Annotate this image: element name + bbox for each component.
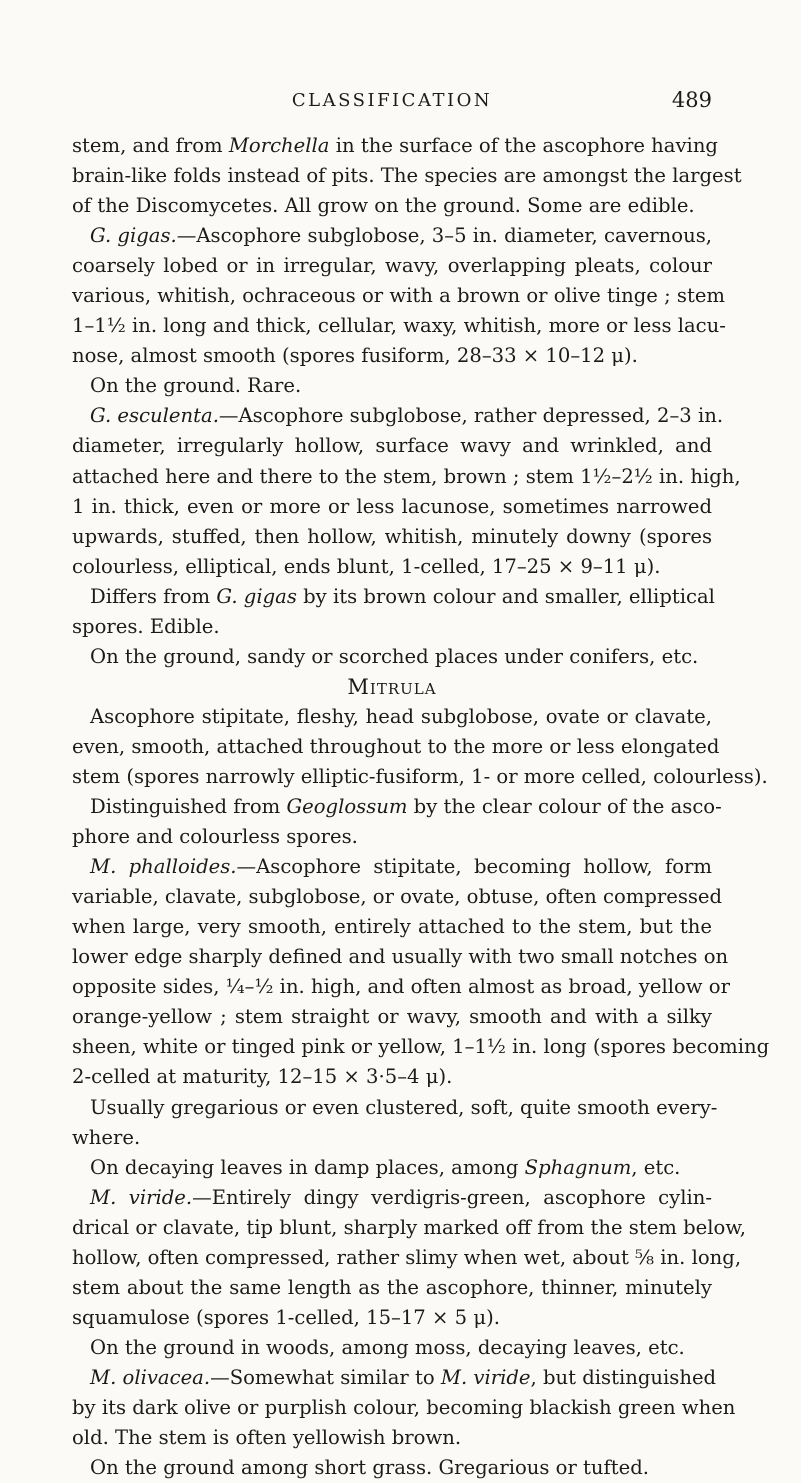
- text-line: M. phalloides.—Ascophore stipitate, becoming hollow, form: [90, 855, 712, 879]
- text-line: upwards, stuffed, then hollow, whitish, minutely downy (spores: [72, 524, 712, 548]
- page-number: 489: [671, 88, 712, 112]
- text-line: Usually gregarious or even clustered, soft, quite smooth every-: [90, 1095, 718, 1119]
- text-line: stem about the same length as the ascophore, thinner, minutely: [72, 1275, 712, 1299]
- text-line: lower edge sharply defined and usually with two small notches on: [72, 945, 729, 969]
- text-line: brain-like folds instead of pits. The species are amongst the largest: [72, 164, 742, 188]
- text-line: On the ground. Rare.: [90, 374, 302, 398]
- text-line: On decaying leaves in damp places, among Sphagnum, etc.: [90, 1155, 681, 1179]
- text-line: phore and colourless spores.: [72, 825, 358, 849]
- text-line: G. esculenta.—Ascophore subglobose, rather depressed, 2–3 in.: [90, 404, 724, 428]
- italic-term: G. gigas.: [90, 224, 177, 248]
- text-line: where.: [72, 1125, 141, 1149]
- text-line: hollow, often compressed, rather slimy when wet, about ⅝ in. long,: [72, 1245, 742, 1269]
- text-line: when large, very smooth, entirely attached to the stem, but the: [72, 915, 712, 939]
- text-line: G. gigas.—Ascophore subglobose, 3–5 in. diameter, cavernous,: [90, 224, 712, 248]
- italic-term: M. phalloides.: [90, 855, 237, 879]
- text-line: variable, clavate, subglobose, or ovate, obtuse, often compressed: [72, 885, 723, 909]
- italic-term: M. olivacea.: [90, 1365, 211, 1389]
- text-line: M. viride.—Entirely dingy verdigris-green, ascophore cylin-: [90, 1185, 712, 1209]
- text-line: various, whitish, ochraceous or with a brown or olive tinge ; stem: [72, 284, 726, 308]
- text-line: sheen, white or tinged pink or yellow, 1–1½ in. long (spores becoming: [72, 1035, 770, 1059]
- text-line: by its dark olive or purplish colour, becoming blackish green when: [72, 1395, 736, 1419]
- running-head: [72, 88, 712, 118]
- section-heading: Mitrula: [347, 674, 437, 699]
- text-line: stem, and from Morchella in the surface of the ascophore having: [72, 134, 718, 157]
- text-line: M. olivacea.—Somewhat similar to M. viride, but distinguished: [90, 1365, 717, 1389]
- text-line: On the ground among short grass. Gregarious or tufted.: [90, 1456, 650, 1480]
- italic-term: M. viride.: [90, 1185, 193, 1209]
- italic-term: Sphagnum: [524, 1155, 632, 1179]
- text-line: opposite sides, ¼–½ in. high, and often almost as broad, yellow or: [72, 975, 730, 999]
- text-line: coarsely lobed or in irregular, wavy, overlapping pleats, colour: [72, 254, 712, 278]
- text-line: of the Discomycetes. All grow on the ground. Some are edible.: [72, 194, 695, 218]
- text-line: On the ground in woods, among moss, decaying leaves, etc.: [90, 1335, 685, 1359]
- text-line: Differs from G. gigas by its brown colour and smaller, elliptical: [90, 584, 715, 608]
- text-line: squamulose (spores 1-celled, 15–17 × 5 μ).: [72, 1305, 500, 1329]
- text-line: drical or clavate, tip blunt, sharply marked off from the stem below,: [72, 1215, 746, 1239]
- text-line: 1 in. thick, even or more or less lacunose, sometimes narrowed: [72, 494, 712, 518]
- text-line: attached here and there to the stem, brown ; stem 1½–2½ in. high,: [72, 464, 741, 488]
- text-line: diameter, irregularly hollow, surface wavy and wrinkled, and: [72, 434, 712, 458]
- text-line: even, smooth, attached throughout to the more or less elongated: [72, 734, 720, 758]
- text-line: On the ground, sandy or scorched places under conifers, etc.: [90, 644, 699, 668]
- text-line: 2-celled at maturity, 12–15 × 3·5–4 μ).: [72, 1065, 453, 1089]
- text-line: Distinguished from Geoglossum by the clear colour of the asco-: [90, 795, 722, 819]
- italic-term: G. esculenta.: [90, 404, 219, 428]
- italic-term: Geoglossum: [286, 795, 408, 819]
- text-line: Ascophore stipitate, fleshy, head subglobose, ovate or clavate,: [90, 704, 712, 728]
- text-line: spores. Edible.: [72, 614, 220, 638]
- text-line: orange-yellow ; stem straight or wavy, smooth and with a silky: [72, 1005, 712, 1029]
- running-title: CLASSIFICATION: [291, 90, 493, 111]
- text-line: colourless, elliptical, ends blunt, 1-celled, 17–25 × 9–11 μ).: [72, 554, 661, 578]
- text-line: nose, almost smooth (spores fusiform, 28–33 × 10–12 μ).: [72, 344, 638, 368]
- italic-term: Morchella: [228, 134, 330, 157]
- italic-term: M. viride: [440, 1365, 531, 1389]
- text-line: 1–1½ in. long and thick, cellular, waxy, whitish, more or less lacu-: [72, 314, 726, 338]
- body-text: [72, 131, 770, 1483]
- text-line: stem (spores narrowly elliptic-fusiform, 1- or more celled, colourless).: [72, 764, 768, 788]
- italic-term: G. gigas: [216, 584, 297, 608]
- text-line: old. The stem is often yellowish brown.: [72, 1426, 462, 1450]
